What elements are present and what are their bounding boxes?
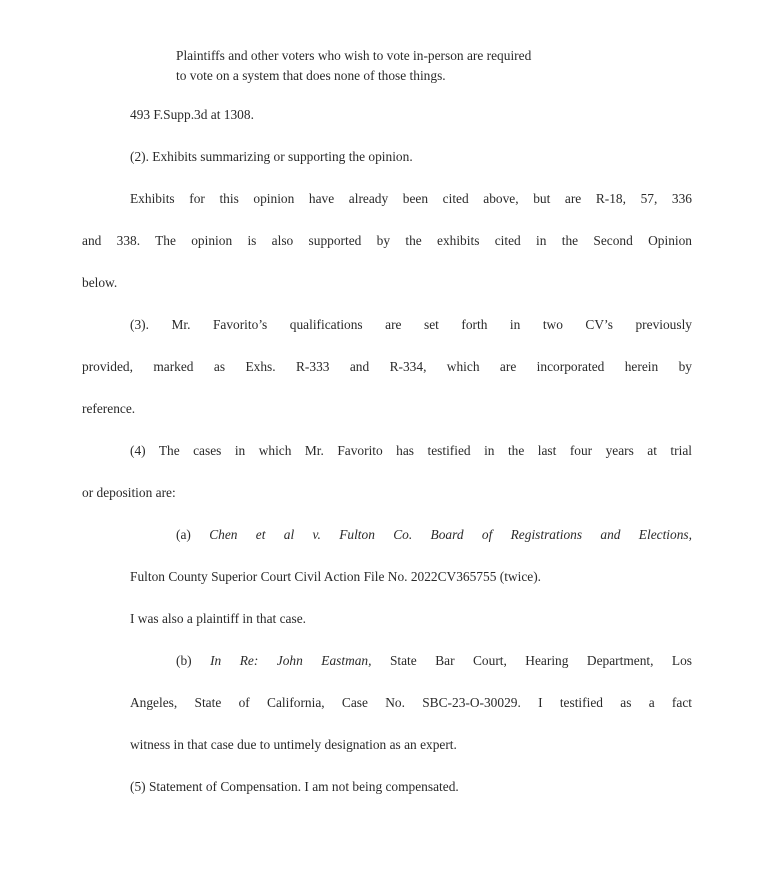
section-2-heading: (2). Exhibits summarizing or supporting the opinion. [130,149,413,164]
case-a-line-1 [176,526,692,544]
citation: 493 F.Supp.3d at 1308. [130,107,254,122]
section-4-line-2: or deposition are: [82,485,176,500]
section-4-line-1: (4) The cases in which Mr. Favorito has testified in the last four years at trial [130,443,692,458]
block-quote [176,46,676,86]
case-a-prefix: (a) [176,527,210,542]
section-3-line-1: (3). Mr. Favorito’s qualifications are set forth in two CV’s previously [130,317,692,332]
case-b-prefix: (b) [176,653,211,668]
section-5: (5) Statement of Compensation. I am not being compensated. [130,779,459,794]
section-2-line-3: below. [82,275,118,290]
case-a-name: Chen et al v. Fulton Co. Board of Registrations and Elections, [209,527,692,542]
quote-line-2: to vote on a system that does none of those things. [176,68,446,83]
case-b-line-1 [176,652,692,670]
case-a-line-3: I was also a plaintiff in that case. [130,611,307,626]
section-3-line-3: reference. [82,401,136,416]
case-b-line-2: Angeles, State of California, Case No. SBC-23-O-30029. I testified as a fact [130,695,692,710]
section-2-line-1: Exhibits for this opinion have already been cited above, but are R-18, 57, 336 [130,191,692,206]
section-2-line-2: and 338. The opinion is also supported by the exhibits cited in the Second Opinion [82,233,692,248]
case-b-line-1-rest: State Bar Court, Hearing Department, Los [371,653,693,668]
case-b-name: In Re: John Eastman, [210,653,372,668]
case-a-line-2: Fulton County Superior Court Civil Action File No. 2022CV365755 (twice). [130,569,542,584]
quote-line-1: Plaintiffs and other voters who wish to vote in-person are required [176,48,532,63]
section-3-line-2: provided, marked as Exhs. R-333 and R-334, which are incorporated herein by [82,359,692,374]
case-b-line-3: witness in that case due to untimely designation as an expert. [130,737,457,752]
